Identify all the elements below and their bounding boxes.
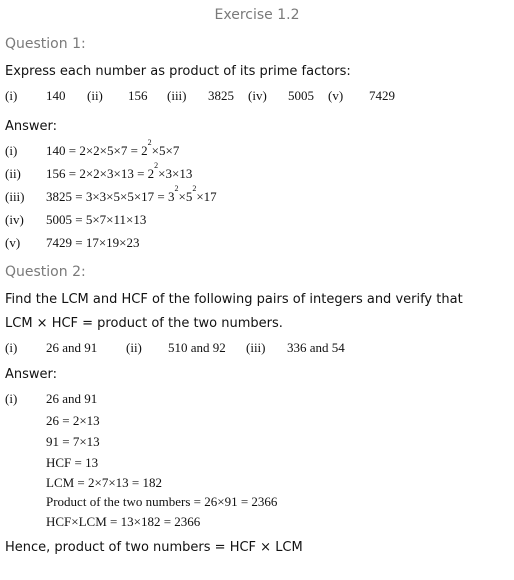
q1-answer-label-iii: (iii) [5,189,25,204]
question-2-prompt-line2: LCM × HCF = product of the two numbers. [5,316,283,331]
q1-answer-i: 140 = 2×2×5×7 = 2 2 ×5×7 [46,138,180,158]
q1-item-value: 7429 [369,88,395,103]
question-2-heading: Question 2: [5,264,86,280]
q1-answer-label: Answer: [5,119,58,134]
q1-item-value: 140 [46,88,66,103]
question-2-prompt-line1: Find the LCM and HCF of the following pairs of integers and verify that [5,292,463,307]
q1-item-label: (iii) [167,88,187,103]
q2-pair-value: 510 and 92 [168,340,226,355]
q1-answer-label-ii: (ii) [5,166,21,181]
q2-solution-line: HCF×LCM = 13×182 = 2366 [46,514,201,529]
q2-solution-line: 26 = 2×13 [46,413,100,428]
exercise-title: Exercise 1.2 [214,7,300,23]
q2-pair-label: (iii) [246,340,266,355]
q2-pair-label: (i) [5,340,18,355]
q1-item-label: (v) [328,88,344,103]
q1-answer-iii: 3825 = 3×3×5×5×17 = 3 2 ×5 2 ×17 [46,184,217,204]
q2-solution-line: 26 and 91 [46,391,98,406]
q2-solution-line: Product of the two numbers = 26×91 = 2366 [46,494,278,509]
q1-answer-label-iv: (iv) [5,212,24,227]
q2-solution-line: 91 = 7×13 [46,434,100,449]
q1-item-label: (iv) [248,88,267,103]
q2-solution-line: HCF = 13 [46,455,99,470]
question-1-heading: Question 1: [5,36,86,52]
q2-solution-label: (i) [5,391,18,406]
q2-pair-value: 26 and 91 [46,340,98,355]
q2-pair-label: (ii) [126,340,142,355]
q1-item-value: 5005 [288,88,314,103]
question-1-prompt: Express each number as product of its prime factors: [5,64,351,79]
q1-answer-v: 7429 = 17×19×23 [46,235,140,250]
q1-item-label: (i) [5,88,18,103]
q1-item-value: 3825 [208,88,234,103]
q1-item-value: 156 [128,88,148,103]
q1-answer-iv: 5005 = 5×7×11×13 [46,212,147,227]
q1-answer-ii: 156 = 2×2×3×13 = 2 2 ×3×13 [46,161,193,181]
q2-pair-value: 336 and 54 [287,340,345,355]
q1-answer-label-v: (v) [5,235,21,250]
q1-item-label: (ii) [87,88,103,103]
q2-answer-label: Answer: [5,367,58,382]
q2-conclusion: Hence, product of two numbers = HCF × LCM [5,540,303,555]
q1-answer-label-i: (i) [5,143,18,158]
q2-solution-line: LCM = 2×7×13 = 182 [46,475,162,490]
